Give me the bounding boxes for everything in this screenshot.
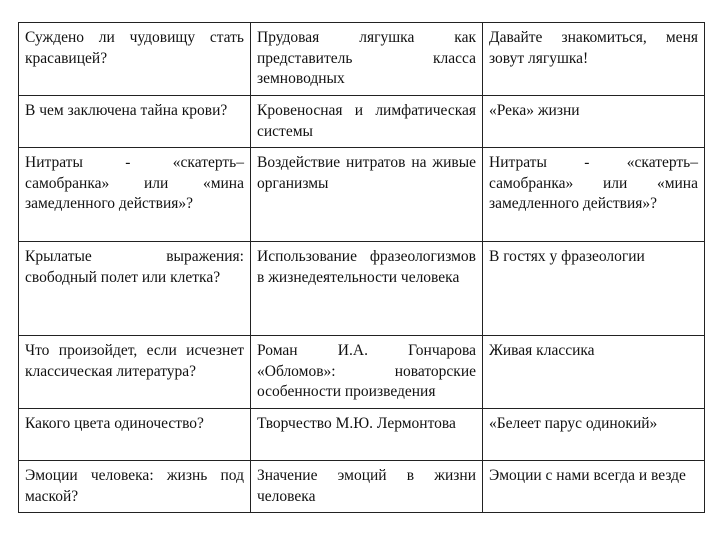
table-row [19,23,705,96]
table-row [19,242,705,336]
table-cell: Роман И.А. Гончарова «Обломов»: новаторские особенности произведения [251,336,483,409]
table-row [19,336,705,409]
table-cell: Кровеносная и лимфатическая системы [251,96,483,148]
table-cell: Что произойдет, если исчезнет классическая литература? [19,336,251,409]
table-cell: В чем заключена тайна крови? [19,96,251,148]
table-cell: Эмоции человека: жизнь под маской? [19,461,251,513]
table-row [19,148,705,242]
table-cell: Живая классика [483,336,705,409]
table-cell: Творчество М.Ю. Лермонтова [251,409,483,461]
table-cell: В гостях у фразеологии [483,242,705,336]
table-cell: «Река» жизни [483,96,705,148]
table-cell: Прудовая лягушка как представитель класса земноводных [251,23,483,96]
topics-table [18,22,705,513]
table-row [19,96,705,148]
table-cell: Использование фразеологизмов в жизнедеятельности человека [251,242,483,336]
table-cell: Нитраты - «скатерть– самобранка» или «мина замедленного действия»? [483,148,705,242]
table-row [19,461,705,513]
table-cell: Нитраты - «скатерть– самобранка» или «мина замедленного действия»? [19,148,251,242]
table-cell: Значение эмоций в жизни человека [251,461,483,513]
table-cell: Крылатые выражения: свободный полет или клетка? [19,242,251,336]
table-cell: «Белеет парус одинокий» [483,409,705,461]
table-cell: Эмоции с нами всегда и везде [483,461,705,513]
table-cell: Давайте знакомиться, меня зовут лягушка! [483,23,705,96]
table-cell: Какого цвета одиночество? [19,409,251,461]
table-cell: Воздействие нитратов на живые организмы [251,148,483,242]
table-cell: Суждено ли чудовищу стать красавицей? [19,23,251,96]
table-row [19,409,705,461]
